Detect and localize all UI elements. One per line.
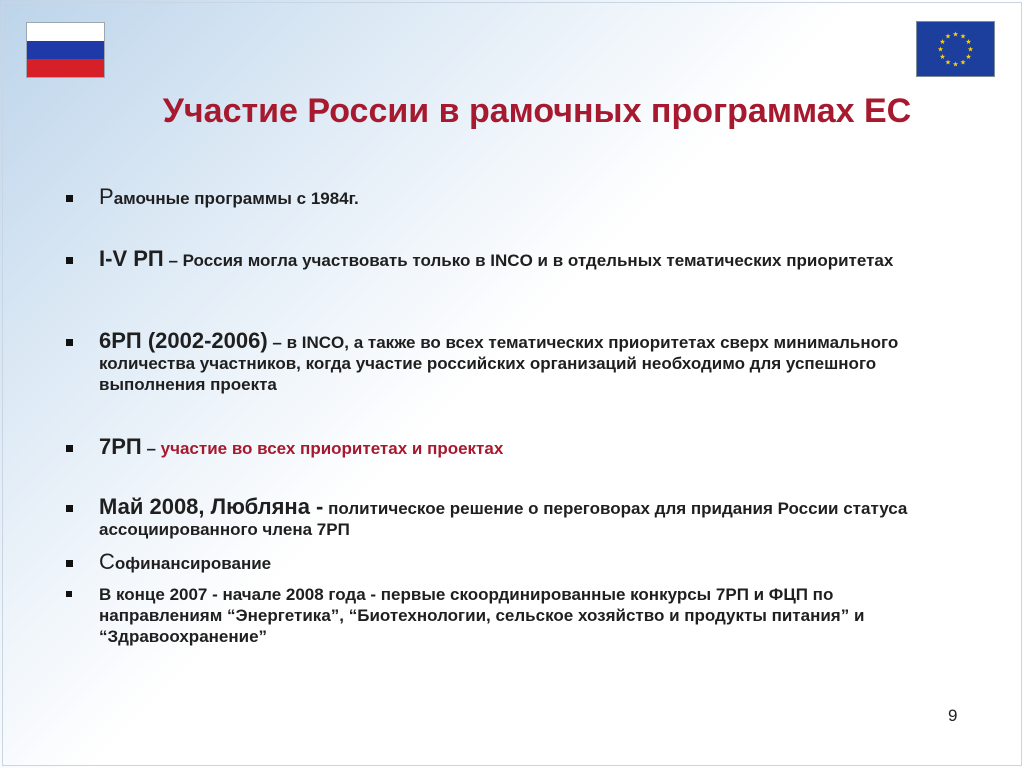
eu-star-icon: ★: [965, 39, 972, 46]
bullet-text: офинансирование: [114, 554, 272, 573]
bullet-highlight: участие во всех приоритетах и проектах: [160, 439, 504, 458]
bullet-marker: [66, 591, 72, 597]
flag-of-european-union: [916, 21, 995, 77]
eu-star-icon: ★: [939, 39, 946, 46]
bullet-initial: Р: [99, 184, 114, 209]
bullet-item: [66, 330, 946, 395]
bullet-text: амочные программы с 1984г.: [113, 189, 359, 208]
eu-star-icon: ★: [959, 59, 967, 67]
eu-star-icon: ★: [939, 54, 946, 61]
bullet-text: –: [141, 439, 161, 458]
bullet-marker: [66, 445, 73, 452]
bullet-text: – Россия могла участвовать только в INCO и в отдельных тематических приоритетах: [163, 251, 894, 270]
bullet-text: – в INCO, а также во всех тематических приоритетах сверх минимального количества участников, когда участие российских организаций необходимо для успешного выполнения проекта: [99, 333, 899, 394]
bullet-item: [66, 551, 271, 574]
flag-stripe-blue: [27, 41, 104, 59]
flag-stripe-red: [27, 59, 104, 77]
eu-star-icon: ★: [959, 33, 967, 41]
eu-star-icon: ★: [967, 46, 974, 54]
bullet-lead: 7РП: [99, 434, 142, 459]
bullet-item: [66, 584, 946, 647]
bullet-marker: [66, 560, 73, 567]
eu-star-icon: ★: [937, 46, 944, 54]
page-number: 9: [948, 706, 958, 725]
bullet-item: [66, 186, 359, 209]
bullet-text: политическое решение о переговорах для придания России статуса ассоциированного члена 7РП: [99, 499, 908, 539]
bullet-lead: Май 2008, Любляна -: [99, 494, 324, 519]
bullet-lead: 6РП (2002-2006): [99, 328, 268, 353]
flag-of-russia: [26, 22, 105, 78]
bullet-item: [66, 436, 503, 459]
bullet-marker: [66, 257, 73, 264]
bullet-text: В конце 2007 - начале 2008 года - первые скоординированные конкурсы 7РП и ФЦП по направлениям “Энергетика”, “Биотехнологии, сельское хозяйство и продукты питания” и “Здравоохранение”: [99, 585, 865, 646]
eu-star-icon: ★: [952, 61, 959, 69]
eu-star-icon: ★: [944, 59, 952, 67]
eu-star-icon: ★: [952, 31, 959, 39]
flag-stripe-white: [27, 23, 104, 41]
bullet-marker: [66, 505, 73, 512]
bullet-marker: [66, 195, 73, 202]
eu-star-icon: ★: [965, 54, 972, 61]
bullet-item: [66, 496, 946, 540]
bullet-initial: С: [99, 549, 115, 574]
slide-title: Участие России в рамочных программах ЕС: [162, 92, 912, 130]
bullet-item: [66, 248, 893, 271]
eu-star-icon: ★: [944, 33, 952, 41]
bullet-marker: [66, 339, 73, 346]
bullet-lead: I-V РП: [99, 246, 164, 271]
